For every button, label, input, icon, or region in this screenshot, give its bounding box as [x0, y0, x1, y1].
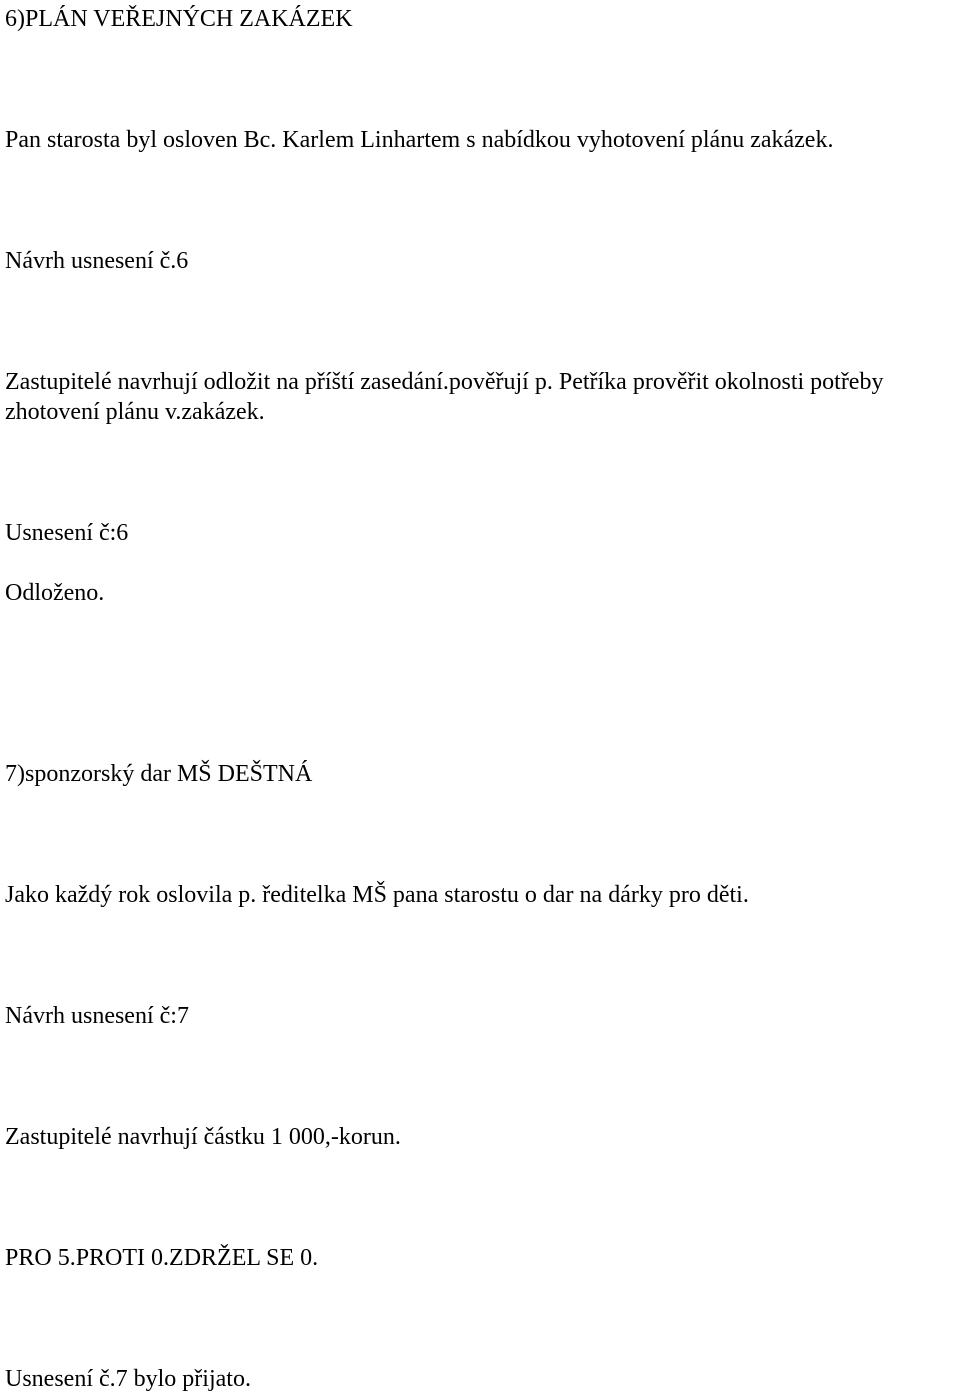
section-6-proposal-text-line2: zhotovení plánu v.zakázek. [5, 399, 265, 425]
section-6-resolution-result: Odloženo. [5, 580, 105, 606]
section-6-heading: 6)PLÁN VEŘEJNÝCH ZAKÁZEK [5, 6, 353, 32]
section-7-resolution-result: Usnesení č.7 bylo přijato. [5, 1366, 251, 1392]
section-7-intro: Jako každý rok oslovila p. ředitelka MŠ pana starostu o dar na dárky pro děti. [5, 882, 749, 908]
section-7-proposal-text: Zastupitelé navrhují částku 1 000,-korun. [5, 1124, 401, 1150]
section-6-proposal-label: Návrh usnesení č.6 [5, 248, 189, 274]
section-7-proposal-label: Návrh usnesení č:7 [5, 1003, 189, 1029]
section-6-intro: Pan starosta byl osloven Bc. Karlem Linhartem s nabídkou vyhotovení plánu zakázek. [5, 127, 834, 153]
section-6-resolution-label: Usnesení č:6 [5, 520, 129, 546]
section-7-vote-result: PRO 5.PROTI 0.ZDRŽEL SE 0. [5, 1245, 319, 1271]
section-6-proposal-text-line1: Zastupitelé navrhují odložit na příští zasedání.pověřují p. Petříka prověřit okolnosti potřeby [5, 369, 884, 395]
section-7-heading: 7)sponzorský dar MŠ DEŠTNÁ [5, 761, 313, 787]
